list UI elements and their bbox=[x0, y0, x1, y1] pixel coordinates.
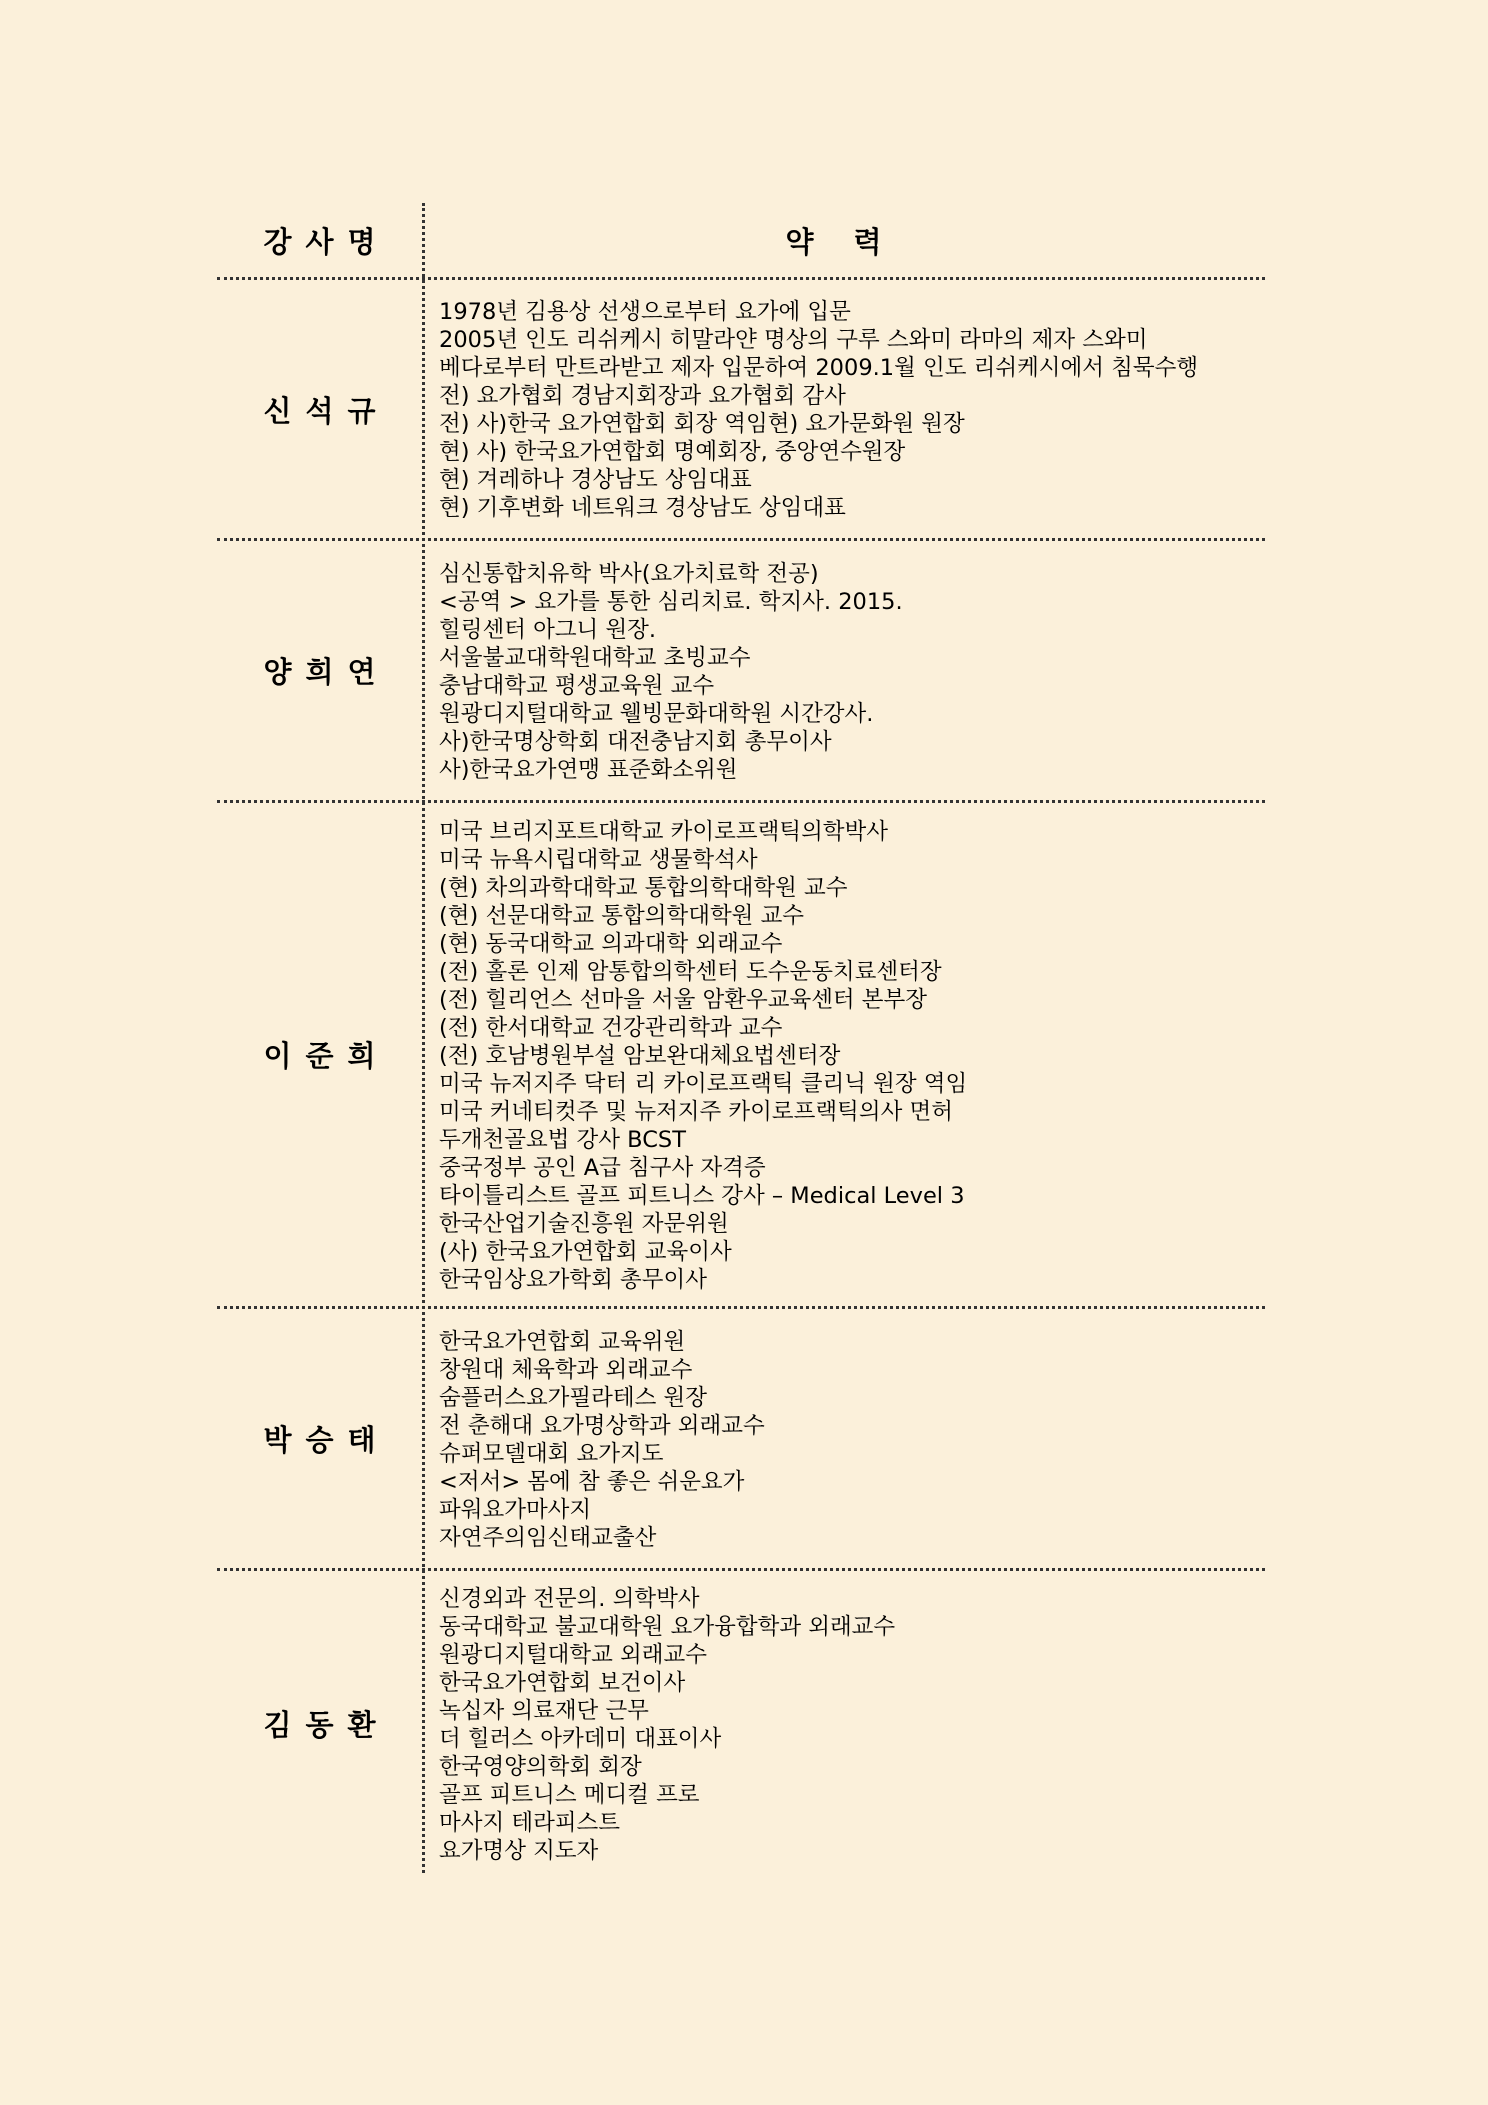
career-item: 전) 사)한국 요가연합회 회장 역임현) 요가문화원 원장 bbox=[439, 411, 965, 437]
career-item: <공역 > 요가를 통한 심리치료. 학지사. 2015. bbox=[439, 588, 903, 615]
instructor-name: 이준희 bbox=[263, 1039, 390, 1073]
career-item: 창원대 체육학과 외래교수 bbox=[439, 1356, 693, 1383]
career-item: 신경외과 전문의. 의학박사 bbox=[439, 1585, 700, 1612]
career-item: 서울불교대학원대학교 초빙교수 bbox=[439, 644, 751, 671]
career-item: 마사지 테라피스트 bbox=[439, 1809, 621, 1836]
table-row bbox=[217, 1309, 1265, 1571]
career-item: 두개천골요법 강사 BCST bbox=[439, 1126, 686, 1153]
career-item: 전) 요가협회 경남지회장과 요가협회 감사 bbox=[439, 383, 846, 409]
career-item: 충남대학교 평생교육원 교수 bbox=[439, 672, 715, 699]
career-item: 요가명상 지도자 bbox=[439, 1837, 599, 1864]
instructor-name: 신석규 bbox=[263, 393, 390, 428]
instructor-name: 김동환 bbox=[263, 1708, 390, 1742]
career-item: 한국영양의학회 회장 bbox=[439, 1753, 642, 1780]
career-item: (전) 호남병원부설 암보완대체요법센터장 bbox=[439, 1042, 841, 1069]
career-item: 한국산업기술진흥원 자문위원 bbox=[439, 1210, 729, 1237]
instructor-name: 양희연 bbox=[263, 655, 390, 689]
career-item: 원광디지털대학교 외래교수 bbox=[439, 1641, 707, 1668]
career-item: 숨플러스요가필라테스 원장 bbox=[439, 1384, 707, 1411]
career-list bbox=[422, 282, 1265, 536]
table-row bbox=[217, 280, 1265, 541]
career-item: 미국 브리지포트대학교 카이로프랙틱의학박사 bbox=[439, 818, 889, 845]
career-item: (현) 차의과학대학교 통합의학대학원 교수 bbox=[439, 874, 848, 901]
career-item: 베다로부터 만트라받고 제자 입문하여 2009.1월 인도 리쉬케시에서 침묵수행 bbox=[439, 355, 1199, 381]
career-item: 사)한국요가연맹 표준화소위원 bbox=[439, 756, 738, 783]
header-career-label: 약력 bbox=[785, 224, 922, 259]
career-item: 동국대학교 불교대학원 요가융합학과 외래교수 bbox=[439, 1613, 896, 1640]
career-item: 자연주의임신태교출산 bbox=[439, 1524, 657, 1551]
career-item: (전) 한서대학교 건강관리학과 교수 bbox=[439, 1014, 783, 1041]
table-header bbox=[217, 203, 1265, 280]
career-item: 한국임상요가학회 총무이사 bbox=[439, 1266, 707, 1293]
career-item: 슈퍼모델대회 요가지도 bbox=[439, 1440, 664, 1467]
career-list bbox=[422, 1569, 1265, 1879]
career-item: 타이틀리스트 골프 피트니스 강사 – Medical Level 3 bbox=[439, 1182, 965, 1209]
career-item: 현) 사) 한국요가연합회 명예회장, 중앙연수원장 bbox=[439, 439, 906, 465]
instructor-name: 박승태 bbox=[263, 1423, 390, 1457]
career-item: 미국 커네티컷주 및 뉴저지주 카이로프랙틱의사 면허 bbox=[439, 1098, 953, 1125]
career-item: 현) 기후변화 네트워크 경상남도 상임대표 bbox=[439, 495, 846, 521]
career-item: 한국요가연합회 보건이사 bbox=[439, 1669, 686, 1696]
career-item: 힐링센터 아그니 원장. bbox=[439, 616, 657, 643]
career-item: (전) 홀론 인제 암통합의학센터 도수운동치료센터장 bbox=[439, 958, 942, 985]
career-item: 1978년 김용상 선생으로부터 요가에 입문 bbox=[439, 299, 851, 325]
career-item: 원광디지털대학교 웰빙문화대학원 시간강사. bbox=[439, 700, 874, 727]
column-divider bbox=[422, 203, 425, 1873]
career-item: 더 힐러스 아카데미 대표이사 bbox=[439, 1725, 722, 1752]
career-item: 현) 겨레하나 경상남도 상임대표 bbox=[439, 467, 752, 493]
table-row bbox=[217, 1571, 1265, 1876]
career-item: 미국 뉴저지주 닥터 리 카이로프랙틱 클리닉 원장 역임 bbox=[439, 1070, 968, 1097]
career-item: (현) 선문대학교 통합의학대학원 교수 bbox=[439, 902, 805, 929]
career-item: 중국정부 공인 A급 침구사 자격증 bbox=[439, 1154, 766, 1181]
career-item: 골프 피트니스 메디컬 프로 bbox=[439, 1781, 700, 1808]
career-item: 녹십자 의료재단 근무 bbox=[439, 1697, 649, 1724]
career-item: (사) 한국요가연합회 교육이사 bbox=[439, 1238, 732, 1265]
table-row bbox=[217, 541, 1265, 803]
career-list bbox=[422, 544, 1265, 798]
career-item: <저서> 몸에 참 좋은 쉬운요가 bbox=[439, 1468, 745, 1495]
table-row bbox=[217, 803, 1265, 1309]
career-item: 한국요가연합회 교육위원 bbox=[439, 1328, 686, 1355]
career-item: 2005년 인도 리쉬케시 히말라얀 명상의 구루 스와미 라마의 제자 스와미 bbox=[439, 327, 1148, 353]
career-item: 파워요가마사지 bbox=[439, 1496, 592, 1523]
career-item: 미국 뉴욕시립대학교 생물학석사 bbox=[439, 846, 758, 873]
career-list bbox=[422, 802, 1265, 1308]
career-item: (현) 동국대학교 의과대학 외래교수 bbox=[439, 930, 783, 957]
career-item: (전) 힐리언스 선마을 서울 암환우교육센터 본부장 bbox=[439, 986, 928, 1013]
career-list bbox=[422, 1312, 1265, 1566]
career-item: 전 춘해대 요가명상학과 외래교수 bbox=[439, 1412, 765, 1439]
instructor-table bbox=[217, 203, 1265, 1876]
header-name-label: 강사명 bbox=[263, 224, 390, 259]
career-item: 심신통합치유학 박사(요가치료학 전공) bbox=[439, 560, 819, 587]
career-item: 사)한국명상학회 대전충남지회 총무이사 bbox=[439, 728, 832, 755]
